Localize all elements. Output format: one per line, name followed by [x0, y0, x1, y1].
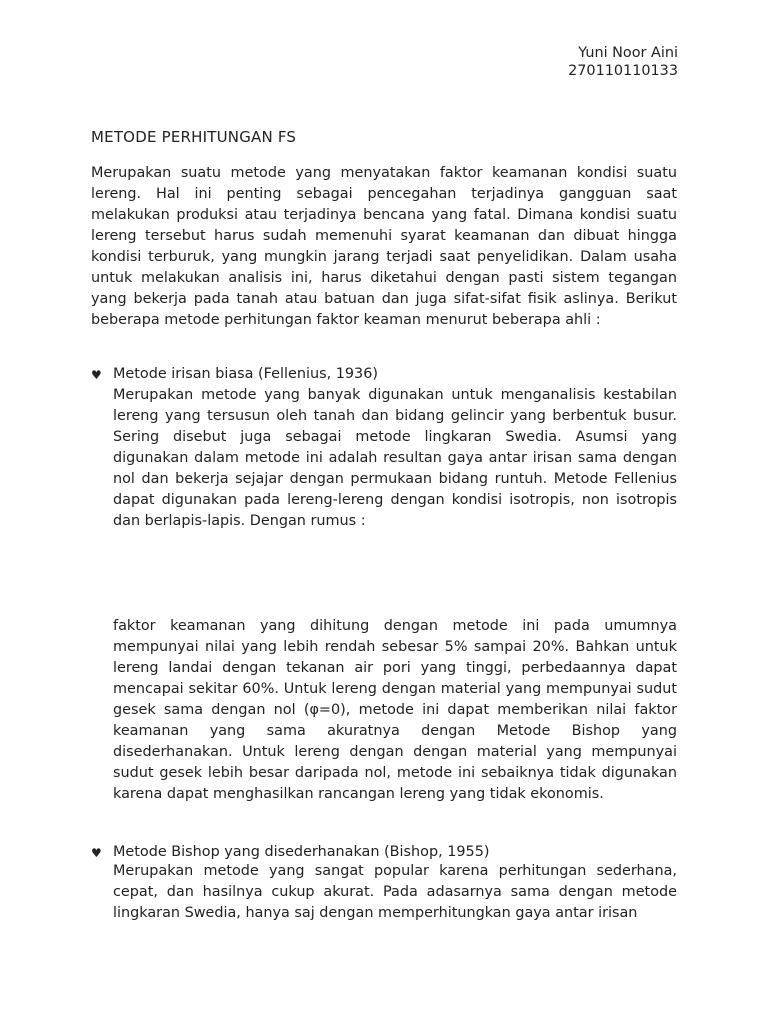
page-title: METODE PERHITUNGAN FS [91, 128, 297, 146]
method-1-after-formula: faktor keamanan yang dihitung dengan metode ini pada umumnya mempunyai nilai yang lebih rendah sebesar 5% sampai 20%. Bahkan untuk lereng landai dengan tekanan air pori yang tinggi, perbedaannya dapat mencapai sekitar 60%. Untuk lereng dengan material yang mempunyai sudut gesek sama dengan nol (φ=0), metode ini dapat memberikan nilai faktor keamanan yang sama akuratnya dengan Metode Bishop yang disederhanakan. Untuk lereng dengan dengan material yang mempunyai sudut gesek lebih besar daripada nol, metode ini sebaiknya tidak digunakan karena dapat menghasilkan rancangan lereng yang tidak ekonomis. [113, 618, 677, 802]
method-2-heading: Metode Bishop yang disederhanakan (Bishop, 1955) [113, 844, 490, 860]
author-name: Yuni Noor Aini [578, 45, 678, 61]
method-2-body: Merupakan metode yang sangat popular karena perhitungan sederhana, cepat, dan hasilnya cukup akurat. Pada adasarnya sama dengan metode lingkaran Swedia, hanya saj dengan memperhitungkan gaya antar irisan [113, 863, 677, 921]
heart-bullet-icon: ♥ [91, 368, 102, 382]
student-id: 270110110133 [568, 63, 678, 79]
heart-bullet-icon: ♥ [91, 846, 102, 860]
method-1-body: Merupakan metode yang banyak digunakan untuk menganalisis kestabilan lereng yang tersusun oleh tanah dan bidang gelincir yang berbentuk busur. Sering disebut juga sebagai metode lingkaran Swedia. Asumsi yang digunakan dalam metode ini adalah resultan gaya antar irisan sama dengan nol dan bekerja sejajar dengan permukaan bidang runtuh. Metode Fellenius dapat digunakan pada lereng-lereng dengan kondisi isotropis, non isotropis dan berlapis-lapis. Dengan rumus : [113, 387, 677, 529]
method-1-heading: Metode irisan biasa (Fellenius, 1936) [113, 366, 378, 382]
intro-paragraph: Merupakan suatu metode yang menyatakan faktor keamanan kondisi suatu lereng. Hal ini penting sebagai pencegahan terjadinya gangguan saat melakukan produksi atau terjadinya bencana yang fatal. Dimana kondisi suatu lereng tersebut harus sudah memenuhi syarat keamanan dan dibuat hingga kondisi terburuk, yang mungkin jarang terjadi saat penyelidikan. Dalam usaha untuk melakukan analisis ini, harus diketahui dengan pasti sistem tegangan yang bekerja pada tanah atau batuan dan juga sifat-sifat fisik aslinya. Berikut beberapa metode perhitungan faktor keaman menurut beberapa ahli : [91, 165, 677, 328]
author-block [568, 44, 678, 80]
